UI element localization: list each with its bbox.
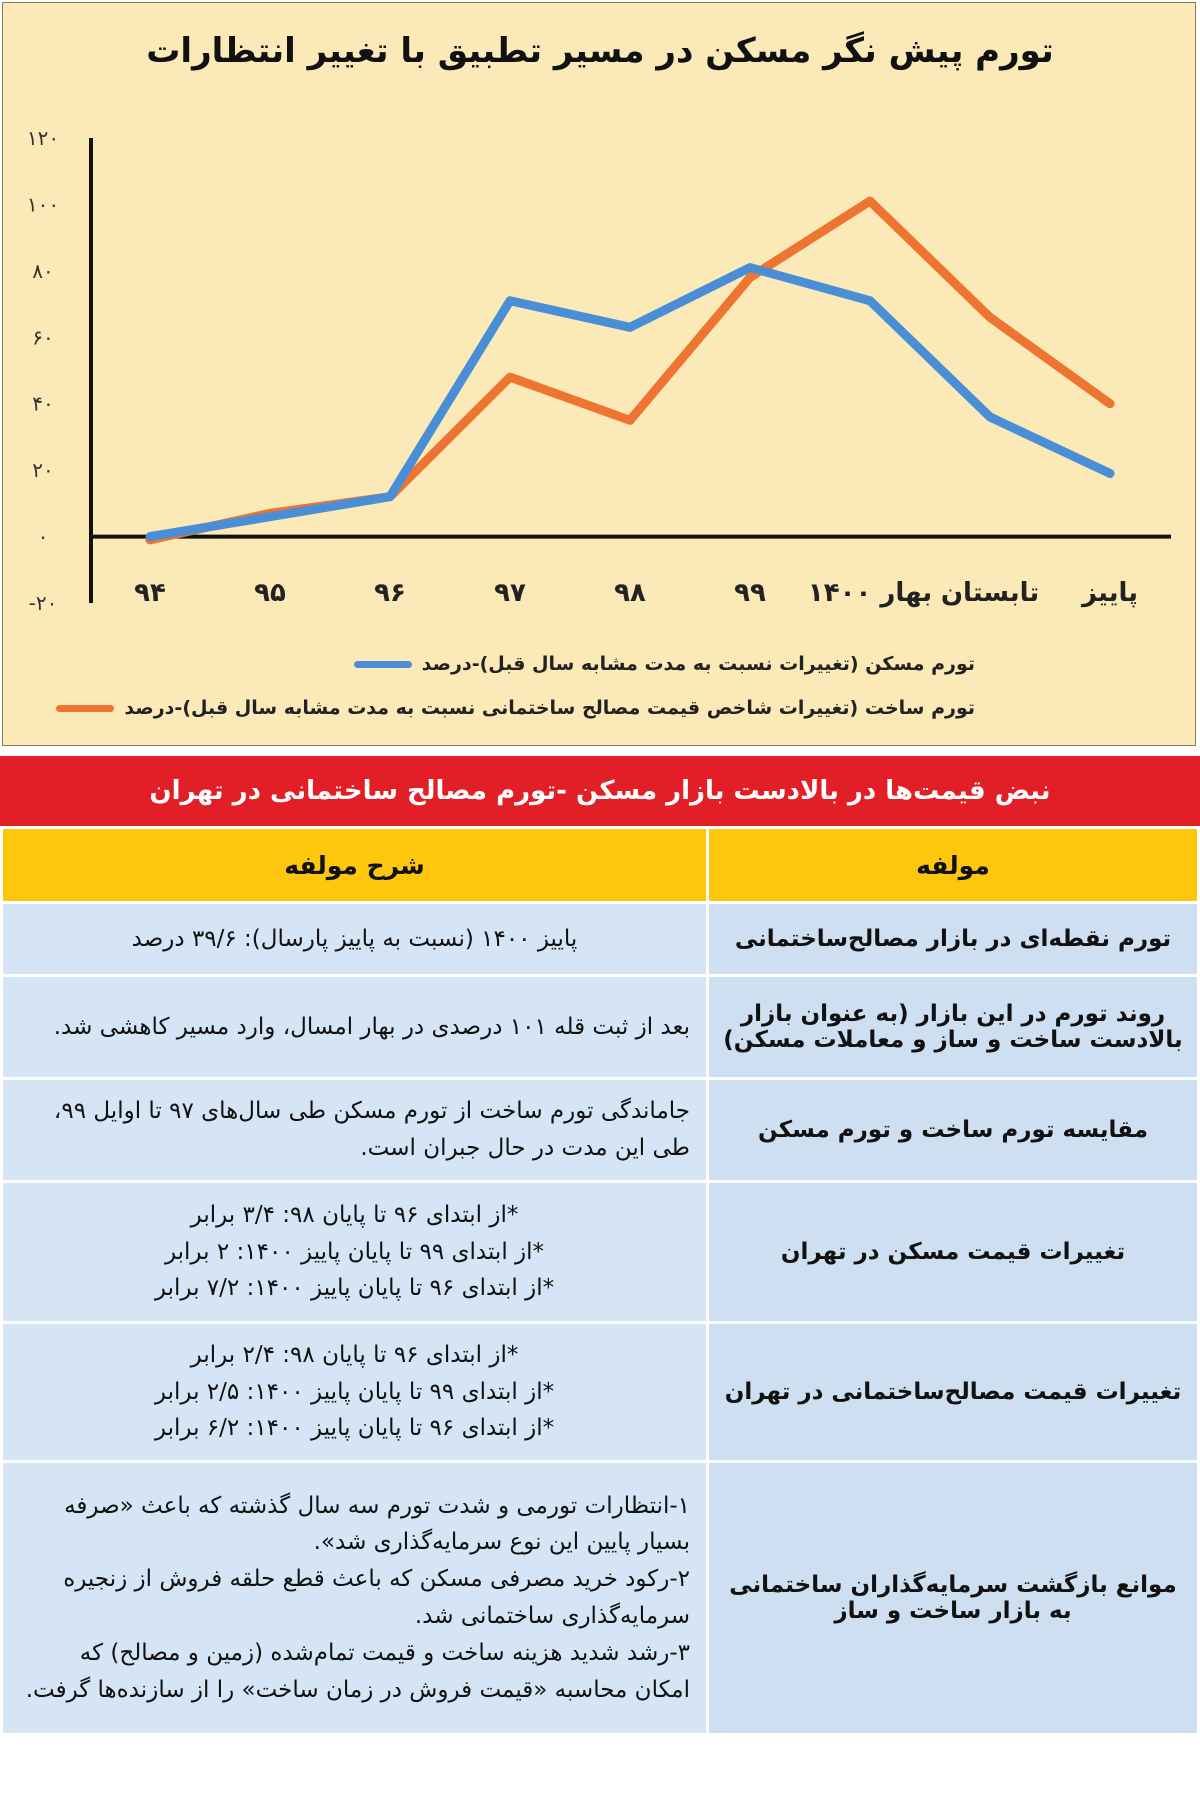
line-chart xyxy=(3,3,1197,747)
y-tick-label: ۸۰ xyxy=(32,258,54,283)
table-row xyxy=(3,1080,1197,1180)
description-line: *از ابتدای ۹۶ تا پایان ۹۸: ۳/۴ برابر xyxy=(190,1201,519,1228)
x-tick-label: ۹۷ xyxy=(494,578,526,608)
row-description xyxy=(3,1183,706,1321)
description-line: *از ابتدای ۹۶ تا پایان ۹۸: ۲/۴ برابر xyxy=(190,1341,519,1368)
x-tick-label: ۹۸ xyxy=(614,578,646,608)
x-tick-label: پاییز xyxy=(1081,578,1139,608)
data-table-section xyxy=(0,756,1200,1736)
legend-item-construction xyxy=(56,697,975,719)
description-line: ۲-رکود خرید مصرفی مسکن که باعث قطع حلقه فروش از زنجیره سرمایه‌گذاری ساختمانی شد. xyxy=(63,1566,690,1629)
row-description xyxy=(3,1463,706,1733)
legend-swatch-housing xyxy=(354,661,412,668)
chart-title: تورم پیش نگر مسکن در مسیر تطبیق با تغییر انتظارات xyxy=(146,31,1054,71)
x-tick-label: ۹۵ xyxy=(254,578,286,608)
legend-swatch-construction xyxy=(56,705,114,712)
description-line: *از ابتدای ۹۶ تا پایان پاییز ۱۴۰۰: ۶/۲ برابر xyxy=(154,1415,555,1442)
x-tick-label: ۹۴ xyxy=(134,578,166,608)
row-component: مقایسه تورم ساخت و تورم مسکن xyxy=(709,1080,1197,1180)
y-tick-label: ۲۰ xyxy=(32,458,54,483)
description-line: *از ابتدای ۹۶ تا پایان پاییز ۱۴۰۰: ۷/۲ برابر xyxy=(154,1275,555,1302)
row-description xyxy=(3,1324,706,1460)
series-line-housing xyxy=(150,268,1110,537)
description-line: *از ابتدای ۹۹ تا پایان پاییز ۱۴۰۰: ۲/۵ برابر xyxy=(154,1378,555,1405)
description-line: طی این مدت در حال جبران است. xyxy=(360,1135,690,1161)
x-tick-label: ۹۹ xyxy=(734,578,766,608)
data-table xyxy=(0,826,1200,1736)
y-tick-label: ۰ xyxy=(37,524,49,549)
description-line: ۱-انتظارات تورمی و شدت تورم سه سال گذشته که باعث «صرفه بسیار پایین این نوع سرمایه‌گذاری شد». xyxy=(64,1492,690,1556)
row-component: روند تورم در این بازار (به عنوان بازار بالادست ساخت و ساز و معاملات مسکن) xyxy=(709,977,1197,1077)
description-line: *از ابتدای ۹۹ تا پایان پاییز ۱۴۰۰: ۲ برابر xyxy=(164,1238,545,1265)
row-component: تورم نقطه‌ای در بازار مصالح‌ساختمانی xyxy=(709,904,1197,974)
col-header-component: مولفه xyxy=(709,829,1197,901)
description-line: جاماندگی تورم ساخت از تورم مسکن طی سال‌های ۹۷ تا اوایل ۹۹، xyxy=(53,1098,690,1125)
x-tick-label: تابستان xyxy=(940,578,1040,608)
table-row xyxy=(3,1324,1197,1460)
y-tick-label: ۶۰ xyxy=(32,325,54,350)
table-head-row xyxy=(3,829,1197,901)
description-line: پاییز ۱۴۰۰ (نسبت به پاییز پارسال): ۳۹/۶ درصد xyxy=(131,925,578,952)
row-description xyxy=(3,904,706,974)
row-component: تغییرات قیمت مصالح‌ساختمانی در تهران xyxy=(709,1324,1197,1460)
description-line: ۳-رشد شدید هزینه ساخت و قیمت تمام‌شده (زمین و مصالح) که امکان محاسبه «قیمت فروش در زمان ساخت» را از سازنده‌ها گرفت. xyxy=(25,1639,690,1703)
table-row xyxy=(3,1463,1197,1733)
chart-panel xyxy=(2,2,1196,746)
table-row xyxy=(3,904,1197,974)
col-header-description: شرح مولفه xyxy=(3,829,706,901)
description-line: بعد از ثبت قله ۱۰۱ درصدی در بهار امسال، وارد مسیر کاهشی شد. xyxy=(53,1013,690,1040)
table-row xyxy=(3,1183,1197,1321)
y-tick-label: ۴۰ xyxy=(32,391,54,416)
x-tick-label: ۹۶ xyxy=(374,578,406,608)
series-line-construction xyxy=(150,201,1110,540)
table-title: نبض قیمت‌ها در بالادست بازار مسکن -تورم مصالح ساختمانی در تهران xyxy=(0,756,1200,826)
row-description xyxy=(3,1080,706,1180)
table-row xyxy=(3,977,1197,1077)
x-tick-label: بهار ۱۴۰۰ xyxy=(807,578,933,608)
legend-item-housing xyxy=(354,653,975,675)
row-description xyxy=(3,977,706,1077)
y-tick-label: -۲۰ xyxy=(28,591,58,615)
row-component: تغییرات قیمت مسکن در تهران xyxy=(709,1183,1197,1321)
legend-label-construction: تورم ساخت (تغییرات شاخص قیمت مصالح ساختمانی نسبت به مدت مشابه سال قبل)-درصد xyxy=(124,697,975,719)
y-tick-label: ۱۰۰ xyxy=(26,192,60,217)
y-tick-label: ۱۲۰ xyxy=(26,126,60,150)
row-component: موانع بازگشت سرمایه‌گذاران ساختمانی به بازار ساخت و ساز xyxy=(709,1463,1197,1733)
legend-label-housing: تورم مسکن (تغییرات نسبت به مدت مشابه سال قبل)-درصد xyxy=(421,653,975,675)
